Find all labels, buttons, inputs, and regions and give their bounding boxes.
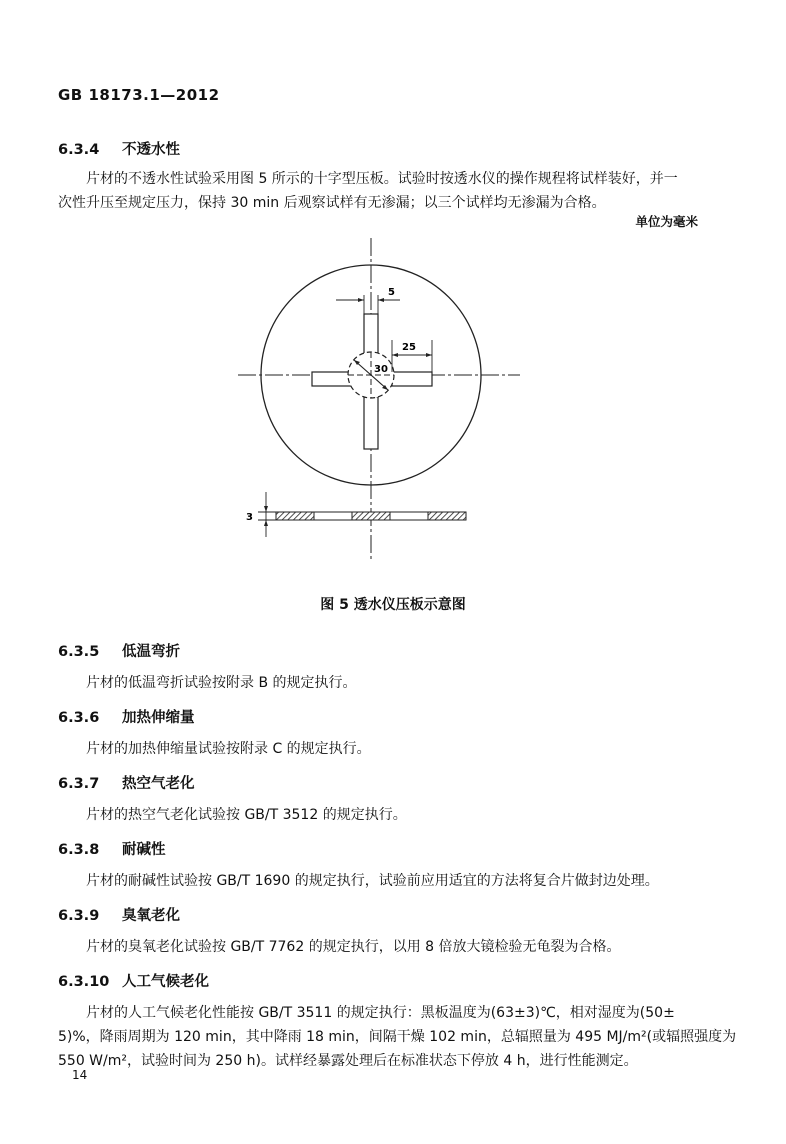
paragraph-line: 550 W/m²，试验时间为 250 h)。试样经暴露处理后在标准状态下停放 4 h，进行性能测定。: [58, 1053, 638, 1069]
section-heading-6-3-9: [58, 904, 180, 925]
section-number: 6.3.5: [58, 644, 100, 660]
section-title: 人工气候老化: [122, 974, 209, 990]
slot-bottom: [364, 397, 378, 449]
section-number: 6.3.9: [58, 908, 100, 924]
section-title: 不透水性: [122, 142, 180, 158]
section-heading-6-3-5: [58, 640, 180, 661]
slot-right: [392, 372, 432, 386]
dim-slot-length: 25: [402, 342, 416, 353]
section-number: 6.3.8: [58, 842, 100, 858]
section-number: 6.3.7: [58, 776, 100, 792]
dim-center-diameter: 30: [374, 364, 388, 375]
page-number: 14: [72, 1068, 88, 1082]
paragraph-line: 片材的臭氧老化试验按 GB/T 7762 的规定执行，以用 8 倍放大镜检验无龟裂为合格。: [86, 939, 621, 955]
pressure-plate-diagram: [230, 232, 530, 572]
paragraph-line: 片材的加热伸缩量试验按附录 C 的规定执行。: [86, 741, 371, 757]
units-note: 单位为毫米: [635, 214, 698, 229]
paragraph-line: 片材的低温弯折试验按附录 B 的规定执行。: [86, 675, 357, 691]
section-title: 低温弯折: [122, 644, 180, 660]
paragraph-line: 片材的人工气候老化性能按 GB/T 3511 的规定执行：黑板温度为(63±3)℃，相对湿度为(50±: [86, 1005, 675, 1021]
paragraph-line: 片材的耐碱性试验按 GB/T 1690 的规定执行，试验前应用适宜的方法将复合片做封边处理。: [86, 873, 659, 889]
section-title: 加热伸缩量: [122, 710, 195, 726]
dim-slot-width: 5: [388, 287, 395, 298]
section-heading-6-3-6: [58, 706, 195, 727]
section-title: 耐碱性: [122, 842, 166, 858]
section-heading-6-3-7: [58, 772, 195, 793]
section-number: 6.3.10: [58, 974, 110, 990]
section-number: 6.3.6: [58, 710, 100, 726]
paragraph-line: 5)%，降雨周期为 120 min，其中降雨 18 min，间隔干燥 102 min，总辐照量为 495 MJ/m²(或辐照强度为: [58, 1029, 737, 1045]
section-title: 臭氧老化: [122, 908, 180, 924]
paragraph-line: 次性升压至规定压力，保持 30 min 后观察试样有无渗漏；以三个试样均无渗漏为合格。: [58, 195, 606, 211]
dim-thickness: 3: [246, 512, 253, 523]
slot-left: [312, 372, 352, 386]
figure-caption: 图 5 透水仪压板示意图: [320, 597, 466, 613]
paragraph-line: 片材的不透水性试验采用图 5 所示的十字型压板。试验时按透水仪的操作规程将试样装好，并一: [86, 171, 678, 187]
section-heading-6-3-10: [58, 970, 209, 991]
paragraph-line: 片材的热空气老化试验按 GB/T 3512 的规定执行。: [86, 807, 407, 823]
slot-top: [364, 314, 378, 357]
section-heading-6-3-4: [58, 138, 180, 159]
section-heading-6-3-8: [58, 838, 166, 859]
section-number: 6.3.4: [58, 142, 100, 158]
section-title: 热空气老化: [122, 776, 195, 792]
standard-header: GB 18173.1—2012: [58, 86, 220, 104]
